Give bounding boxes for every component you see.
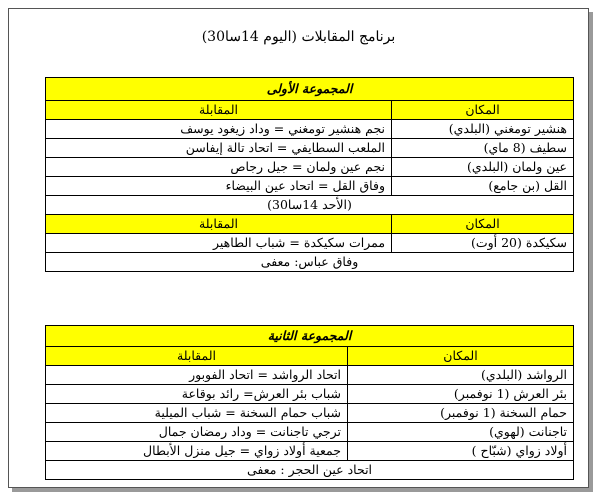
match-cell: اتحاد الرواشد = اتحاد الفوبور [46, 366, 348, 385]
table-row [46, 366, 574, 385]
group1-exempt: وفاق عباس: معفى [46, 253, 574, 272]
venue-cell: تاجنانت (لهوي) [348, 423, 574, 442]
table-row [46, 385, 574, 404]
match-cell: نجم عين ولمان = جيل رجاص [46, 158, 392, 177]
group1-match-header: المقابلة [46, 101, 392, 120]
match-cell: وفاق القل = اتحاد عين البيضاء [46, 177, 392, 196]
group2-title: المجموعة الثانية [46, 326, 574, 347]
group2-venue-header: المكان [348, 347, 574, 366]
schedule-frame [8, 8, 589, 488]
group2-table [45, 325, 574, 480]
match-cell: ممرات سكيكدة = شباب الطاهير [46, 234, 392, 253]
sunday-header-row [46, 215, 574, 234]
venue-cell: حمام السخنة (1 نوفمبر) [348, 404, 574, 423]
venue-cell: عين ولمان (البلدي) [392, 158, 574, 177]
match-cell: نجم هنشير تومغني = وداد زيغود يوسف [46, 120, 392, 139]
venue-cell: هنشير تومغني (البلدي) [392, 120, 574, 139]
table-row [46, 139, 574, 158]
match-cell: ترجي تاجنانت = وداد رمضان جمال [46, 423, 348, 442]
table-row [46, 442, 574, 461]
match-cell: جمعية أولاد زواي = جيل منزل الأبطال [46, 442, 348, 461]
group1-venue-header: المكان [392, 101, 574, 120]
sunday-match-header: المقابلة [46, 215, 392, 234]
group1-title-row [46, 78, 574, 101]
group1-header-row [46, 101, 574, 120]
sunday-label-row [46, 196, 574, 215]
table-row [46, 120, 574, 139]
group2-header-row [46, 347, 574, 366]
group2-title-row [46, 326, 574, 347]
table-row [46, 423, 574, 442]
table-row [46, 177, 574, 196]
venue-cell: سطيف (8 ماي) [392, 139, 574, 158]
match-cell: الملعب السطايفي = اتحاد تالة إيفاسن [46, 139, 392, 158]
venue-cell: بئر العرش (1 نوفمبر) [348, 385, 574, 404]
venue-cell: الرواشد (البلدي) [348, 366, 574, 385]
venue-cell: أولاد زواي (شبّاح ) [348, 442, 574, 461]
venue-cell: القل (بن جامع) [392, 177, 574, 196]
sunday-venue-header: المكان [392, 215, 574, 234]
table-row [46, 404, 574, 423]
venue-cell: سكيكدة (20 أوت) [392, 234, 574, 253]
group2-match-header: المقابلة [46, 347, 348, 366]
table-row [46, 234, 574, 253]
sunday-label: (الأحد 14سا30) [46, 196, 574, 215]
table-row [46, 158, 574, 177]
exempt-row [46, 461, 574, 480]
group2-exempt: اتحاد عين الحجر : معفى [46, 461, 574, 480]
exempt-row [46, 253, 574, 272]
group1-table [45, 77, 574, 272]
group1-title: المجموعة الأولى [46, 78, 574, 101]
page-title: برنامج المقابلات (اليوم 14سا30) [201, 29, 396, 45]
match-cell: شباب حمام السخنة = شباب الميلية [46, 404, 348, 423]
match-cell: شباب بئر العرش= رائد بوقاعة [46, 385, 348, 404]
